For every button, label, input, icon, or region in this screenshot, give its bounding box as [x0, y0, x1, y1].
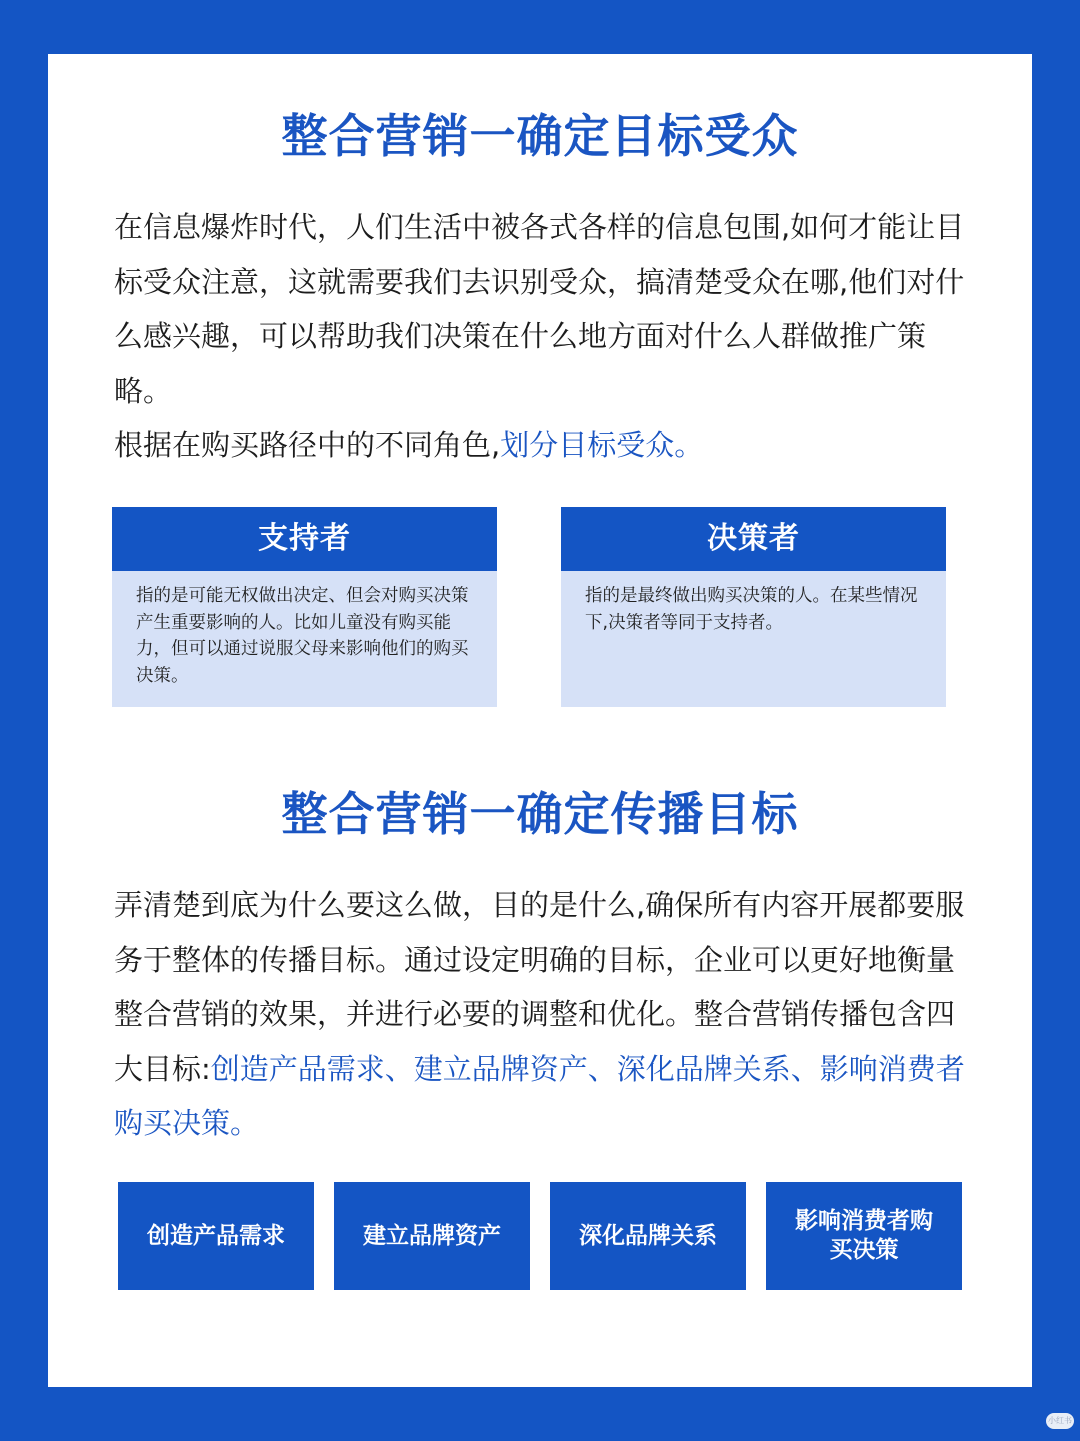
decider-card-title: 决策者 — [561, 507, 946, 571]
role-division-text: 根据在购买路径中的不同角色, — [114, 428, 501, 462]
watermark-badge: 小红书 — [1046, 1413, 1074, 1429]
goals-paragraph-highlight: 创造产品需求、建立品牌资产、深化品牌关系、影响消费者购买决策。 — [114, 1051, 965, 1140]
goals-paragraph-text: 弄清楚到底为什么要这么做，目的是什么,确保所有内容开展都要服务于整体的传播目标。通过设定明确的目标，企业可以更好地衡量整合营销的效果，并进行必要的调整和优化。整合营销传播包含四大目标: — [114, 888, 965, 1086]
content-panel — [48, 54, 1032, 1387]
decider-card — [561, 507, 946, 707]
goal-tile-brand-relationship: 深化品牌关系 — [550, 1182, 746, 1290]
supporter-card-body: 指的是可能无权做出决定、但会对购买决策产生重要影响的人。比如儿童没有购买能力，但可以通过说服父母来影响他们的购买决策。 — [136, 586, 469, 686]
goal-tile-purchase-decision: 影响消费者购买决策 — [766, 1182, 962, 1290]
role-division-line — [114, 418, 970, 473]
goals-paragraph — [114, 878, 970, 1151]
goal-tile-product-demand: 创造产品需求 — [118, 1182, 314, 1290]
intro-paragraph: 在信息爆炸时代，人们生活中被各式各样的信息包围,如何才能让目标受众注意，这就需要我们去识别受众，搞清楚受众在哪,他们对什么感兴趣，可以帮助我们决策在什么地方面对什么人群做推广策略。 — [114, 210, 965, 408]
goal-tile-brand-equity: 建立品牌资产 — [334, 1182, 530, 1290]
section-title-target-audience: 整合营销一确定目标受众 — [281, 109, 799, 163]
supporter-card-title: 支持者 — [112, 507, 497, 571]
role-division-highlight: 划分目标受众。 — [500, 428, 704, 462]
decider-card-body: 指的是最终做出购买决策的人。在某些情况下,决策者等同于支持者。 — [585, 586, 918, 633]
section-title-communication-goals: 整合营销一确定传播目标 — [281, 787, 799, 841]
supporter-card — [112, 507, 497, 707]
